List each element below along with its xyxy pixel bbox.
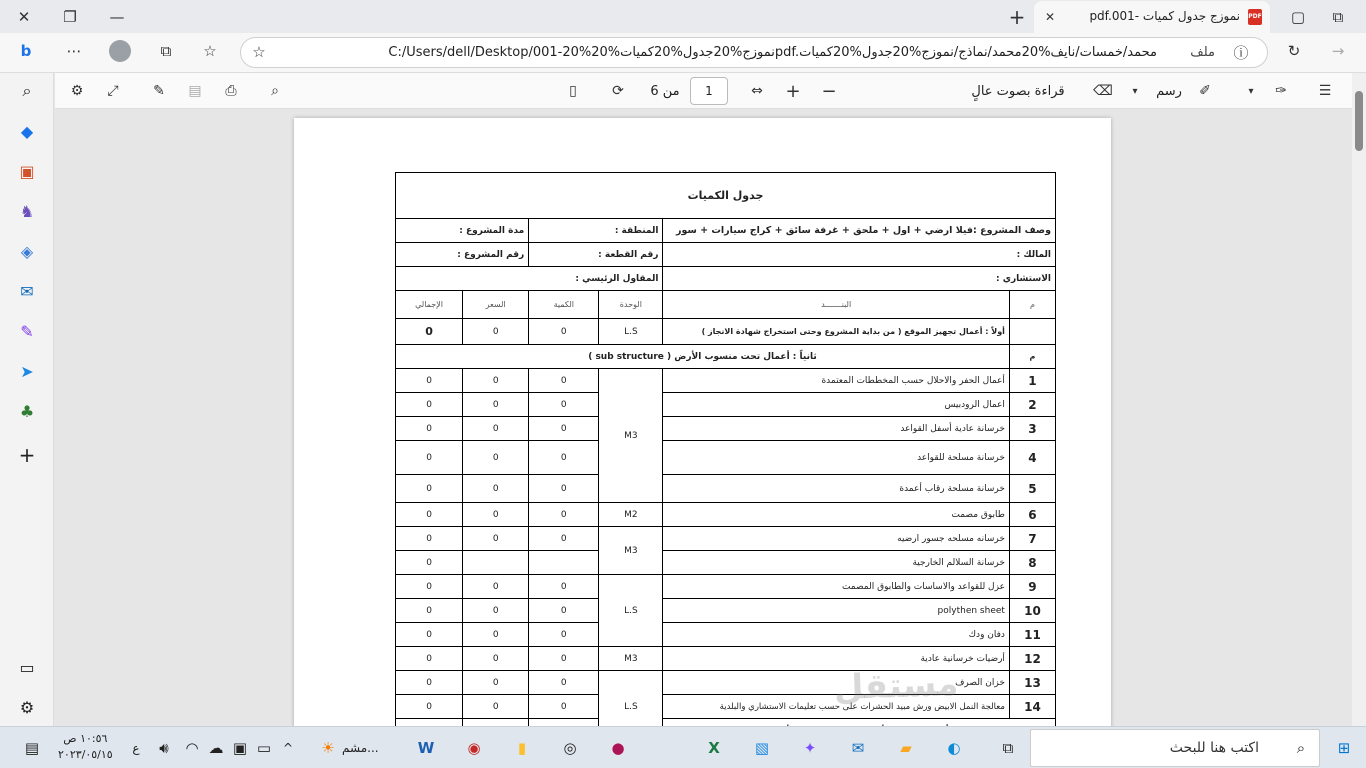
watermark-logo: مستقل <box>833 663 960 709</box>
table-row: 12 أرضيات خرسانية عادية M3 0 0 0 <box>396 647 1056 671</box>
start-icon[interactable]: ⊞ <box>1337 739 1351 757</box>
taskbar-search-input[interactable] <box>1030 729 1320 767</box>
clock[interactable] <box>58 731 113 763</box>
doc-title: جدول الكميات <box>396 173 1056 219</box>
table-row: 6 طابوق مصمت M2 0 0 0 <box>396 503 1056 527</box>
designer-icon[interactable]: ✎ <box>20 321 34 341</box>
favorites-icon[interactable]: ☆ <box>203 42 217 60</box>
sidebar-settings-icon[interactable]: ⚙ <box>19 697 35 717</box>
new-tab-button[interactable]: + <box>1008 5 1026 29</box>
header-price: السعر <box>463 291 529 319</box>
section1-desc: أولاً : أعمال تجهيز الموقع ( من بداية المشروع وحتى استخراج شهادة الانجاز ) <box>663 319 1010 345</box>
tree-icon[interactable]: ♣ <box>19 401 35 421</box>
excel-icon[interactable]: X <box>708 739 720 757</box>
eraser-icon[interactable]: ⌫ <box>1093 83 1113 99</box>
games-icon[interactable]: ♞ <box>19 201 35 221</box>
drop-icon[interactable]: ➤ <box>20 361 34 381</box>
url-text: C:/Users/dell/Desktop/001-20%نموزج%20جدول%20كميات%20pdf.محمد/خمسات/نايف%20محمد/نماذج/نموزج%20جدول%20كميات <box>388 45 1157 60</box>
unit-cell: L.S <box>599 575 663 647</box>
shopping-icon[interactable]: ◆ <box>20 121 34 141</box>
outlook-icon[interactable]: ✉ <box>20 281 34 301</box>
project-no-label: رقم المشروع : <box>396 243 529 267</box>
rotate-icon[interactable]: ⟳ <box>612 83 624 99</box>
fit-width-icon[interactable]: ⇔ <box>751 83 763 99</box>
search-icon[interactable]: ⌕ <box>22 81 32 100</box>
unit-cell: M3 <box>599 369 663 503</box>
unit-cell: M3 <box>599 527 663 575</box>
page-number-input[interactable]: 1 <box>690 77 728 105</box>
duration-label: مدة المشروع : <box>396 219 529 243</box>
close-tab-icon[interactable]: ✕ <box>1044 10 1056 24</box>
highlight-chevron-icon[interactable]: ▾ <box>1248 85 1254 97</box>
hide-sidebar-icon[interactable]: ▭ <box>19 657 35 677</box>
page-view-icon[interactable]: ▯ <box>569 83 577 99</box>
table-row: 3 خرسانة عادية أسفل القواعد 0 0 0 <box>396 417 1056 441</box>
forward-icon[interactable]: → <box>1331 42 1345 60</box>
pdf-viewer[interactable] <box>55 109 1352 726</box>
table-row: 4 خرسانة مسلحة للقواعد 0 0 0 <box>396 441 1056 475</box>
restore-window-icon[interactable]: ❐ <box>63 8 77 26</box>
battery-icon[interactable]: ▭ <box>256 739 272 757</box>
scrollbar-thumb[interactable] <box>1355 91 1363 151</box>
wifi-icon[interactable]: ◠ <box>185 739 199 757</box>
task-view-icon[interactable]: ⧉ <box>1002 739 1014 757</box>
unit-cell: L.S <box>599 671 663 743</box>
file-explorer-icon[interactable]: ▰ <box>900 739 912 757</box>
clock-date: ٢٠٢٣/٠٥/١٥ <box>58 748 113 761</box>
bing-icon[interactable]: b <box>20 42 32 60</box>
more-options-icon[interactable]: ⋯ <box>66 42 82 60</box>
section1-unit: L.S <box>599 319 663 345</box>
minimize-window-icon[interactable]: — <box>109 8 125 26</box>
table-row: 10 polythen sheet 0 0 0 <box>396 599 1056 623</box>
workspaces-icon[interactable]: ⧉ <box>1332 8 1344 26</box>
table-row: 5 خرسانة مسلحة رقاب أعمدة 0 0 0 <box>396 475 1056 503</box>
header-num: م <box>1009 291 1055 319</box>
fullscreen-icon[interactable]: ⤢ <box>107 83 119 99</box>
file-label: ملف <box>1190 45 1215 60</box>
volume-icon[interactable]: 🔊︎ <box>159 739 169 757</box>
print-icon[interactable]: ⎙ <box>225 83 237 99</box>
office-icon[interactable]: ◈ <box>20 241 34 261</box>
taskbar-search-icon: ⌕ <box>1296 739 1306 757</box>
section2-num: م <box>1009 345 1055 369</box>
vertical-scrollbar[interactable] <box>1352 73 1366 726</box>
boq-table <box>395 172 1056 743</box>
pdf-icon: PDF <box>1248 9 1262 25</box>
section1-total: 0 <box>396 319 463 345</box>
copilot-icon[interactable]: ✦ <box>803 739 817 757</box>
meet-icon[interactable]: ▣ <box>232 739 248 757</box>
table-row: 13 خزان الصرف L.S 0 0 0 <box>396 671 1056 695</box>
unit-cell: M3 <box>599 647 663 671</box>
header-item: البنـــــــد <box>663 291 1010 319</box>
tools-icon[interactable]: ▣ <box>19 161 35 181</box>
language-indicator[interactable]: ع <box>132 741 140 755</box>
table-row: 8 خرسانة السلالم الخارجية 0 <box>396 551 1056 575</box>
weather-app-label[interactable]: مشم... <box>342 741 379 755</box>
section1-price: 0 <box>463 319 529 345</box>
taskbar <box>0 726 1366 768</box>
pdf-page <box>294 118 1111 738</box>
section1-qty: 0 <box>529 319 599 345</box>
zoom-in-icon[interactable]: + <box>785 80 801 102</box>
refresh-icon[interactable]: ↻ <box>1287 42 1301 60</box>
word-icon[interactable]: W <box>417 739 435 757</box>
table-row: 7 خرسانه مسلحه جسور ارضيه M3 0 0 0 <box>396 527 1056 551</box>
pdf-toolbar <box>55 73 1366 109</box>
title-bar <box>0 0 1366 33</box>
clock-time: ١٠:٥٦ ص <box>63 732 108 745</box>
table-row: 9 عزل للقواعد والاساسات والطابوق المصمت L.S 0 0 0 <box>396 575 1056 599</box>
add-sidebar-icon[interactable]: + <box>18 443 36 467</box>
mail-icon[interactable]: ✉ <box>851 739 865 757</box>
table-row: 1 أعمال الحفر والاحلال حسب المخططات المعتمدة M3 0 0 0 <box>396 369 1056 393</box>
plot-label: رقم القطعة : <box>529 243 663 267</box>
draw-button[interactable]: رسم <box>1156 83 1182 99</box>
header-total: الإجمالي <box>396 291 463 319</box>
table-row: 2 اعمال الرودبيس 0 0 0 <box>396 393 1056 417</box>
edit-icon[interactable]: ✎ <box>153 83 165 99</box>
info-icon[interactable]: ⓘ <box>1233 43 1249 62</box>
tab-pdf[interactable] <box>1034 1 1270 33</box>
settings-icon[interactable]: ⚙ <box>70 83 84 99</box>
consultant-label: الاستشاري : <box>663 267 1056 291</box>
edge-icon[interactable]: ◐ <box>947 739 961 757</box>
paint-icon[interactable]: ▧ <box>754 739 770 757</box>
owner-label: المالك : <box>663 243 1056 267</box>
sticky-notes-icon[interactable]: ▮ <box>517 739 527 757</box>
url-input[interactable] <box>240 37 1268 68</box>
header-unit: الوحدة <box>599 291 663 319</box>
onedrive-icon[interactable]: ☁︎ <box>208 739 224 757</box>
weather-icon[interactable]: ☀︎ <box>321 739 335 757</box>
camera-icon[interactable]: ◎ <box>563 739 577 757</box>
game-icon[interactable]: ◉ <box>467 739 481 757</box>
mic-app-icon[interactable]: ● <box>611 739 625 757</box>
contractor-label: المقاول الرئيسي : <box>396 267 663 291</box>
add-favorite-icon[interactable]: ☆ <box>252 43 266 61</box>
table-row: 11 دفان ودك 0 0 0 <box>396 623 1056 647</box>
page-count: من 6 <box>650 83 680 99</box>
project-desc: وصف المشروع :فيلا ارضي + اول + ملحق + غرفة سائق + كراج سيارات + سور <box>663 219 1056 243</box>
edge-sidebar <box>0 73 54 726</box>
close-window-icon[interactable]: ✕ <box>17 8 31 26</box>
draw-icon[interactable]: ✐ <box>1199 83 1211 99</box>
collections-icon[interactable]: ⧉ <box>160 42 172 60</box>
notifications-icon[interactable]: ▤ <box>24 739 40 757</box>
region-label: المنطقة : <box>529 219 663 243</box>
highlight-icon[interactable]: ✑ <box>1275 83 1287 99</box>
search-placeholder: اكتب هنا للبحث <box>1169 740 1259 756</box>
tab-actions-icon[interactable]: ▢ <box>1290 8 1306 26</box>
read-aloud-button[interactable]: قراءة بصوت عالٍ <box>971 83 1065 99</box>
draw-chevron-icon[interactable]: ▾ <box>1132 85 1138 97</box>
tab-title: نموزج جدول كميات -pdf.001 <box>1089 9 1240 23</box>
search-in-pdf-icon[interactable]: ⌕ <box>271 83 279 99</box>
zoom-out-icon[interactable]: − <box>821 80 837 102</box>
profile-avatar[interactable] <box>108 40 132 62</box>
unit-cell: M2 <box>599 503 663 527</box>
save-icon[interactable]: ▤ <box>188 83 202 99</box>
table-row: 14 معالجة النمل الابيض ورش مبيد الحشرات على حسب تعليمات الاستشاري والبلدية 0 0 0 <box>396 695 1056 719</box>
address-bar <box>0 33 1366 73</box>
contents-icon[interactable]: ☰ <box>1318 83 1332 99</box>
header-qty: الكمية <box>529 291 599 319</box>
section2-title: ثانياً : أعمال تحت منسوب الأرض ( sub structure ) <box>396 345 1010 369</box>
show-hidden-icons[interactable]: ^ <box>282 741 294 755</box>
